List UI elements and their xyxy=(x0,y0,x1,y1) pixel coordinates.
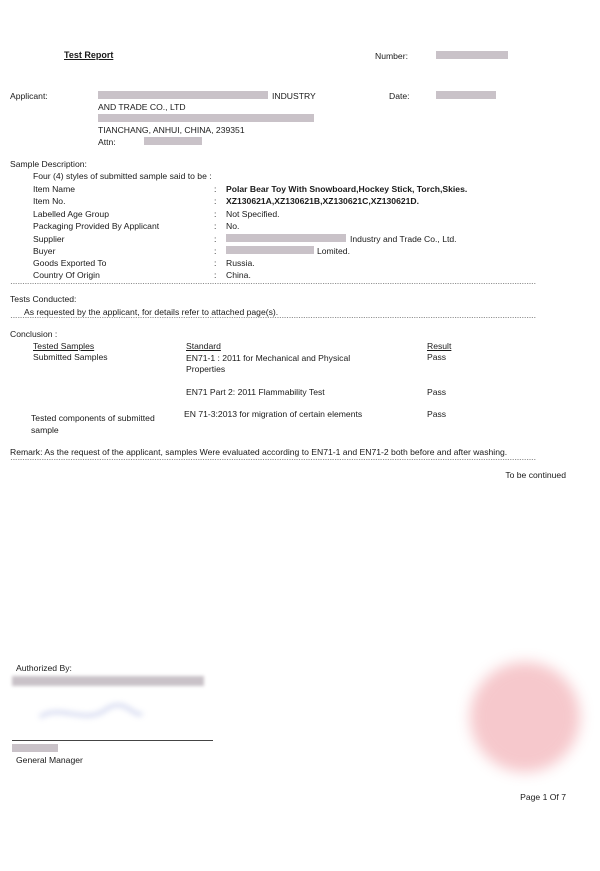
attn-redaction xyxy=(144,137,202,145)
field-label-exported-to: Goods Exported To xyxy=(33,258,107,268)
field-label-age-group: Labelled Age Group xyxy=(33,209,109,219)
field-colon: : xyxy=(214,184,217,194)
field-colon: : xyxy=(214,234,217,244)
field-value-packaging: No. xyxy=(226,221,240,231)
sample-description-label: Sample Description: xyxy=(10,159,87,169)
row-result: Pass xyxy=(427,352,447,362)
applicant-line1-suffix: INDUSTRY xyxy=(272,91,316,101)
separator-line: *************************************************************************************************************************************************************************************************************************** xyxy=(10,283,536,287)
attn-label: Attn: xyxy=(98,137,116,147)
field-value-origin: China. xyxy=(226,270,251,280)
separator-line: *************************************************************************************************************************************************************************************************************************** xyxy=(10,317,536,321)
field-colon: : xyxy=(214,258,217,268)
field-value-item-name: Polar Bear Toy With Snowboard,Hockey Stick, Torch,Skies. xyxy=(226,184,468,194)
page-number: Page 1 Of 7 xyxy=(520,792,566,802)
supplier-redaction xyxy=(226,234,346,242)
manager-name-redaction xyxy=(12,744,58,752)
applicant-label: Applicant: xyxy=(10,91,48,101)
header-result: Result xyxy=(427,341,452,351)
conclusion-label: Conclusion : xyxy=(10,329,58,339)
applicant-name-redaction xyxy=(98,91,268,99)
field-value-age-group: Not Specified. xyxy=(226,209,280,219)
date-redaction xyxy=(436,91,496,99)
applicant-line3: TIANCHANG, ANHUI, CHINA, 239351 xyxy=(98,125,245,135)
row-result: Pass xyxy=(427,387,447,397)
separator-line: *************************************************************************************************************************************************************************************************************************** xyxy=(10,459,536,463)
tests-conducted-label: Tests Conducted: xyxy=(10,294,77,304)
row-result: Pass xyxy=(427,409,447,419)
report-title: Test Report xyxy=(64,50,114,60)
field-colon: : xyxy=(214,196,217,206)
header-tested-samples: Tested Samples xyxy=(33,341,95,351)
field-value-supplier: Industry and Trade Co., Ltd. xyxy=(350,234,457,244)
applicant-address-redaction xyxy=(98,114,314,122)
field-label-buyer: Buyer xyxy=(33,246,56,256)
field-label-item-no: Item No. xyxy=(33,196,66,206)
to-be-continued: To be continued xyxy=(505,470,566,480)
buyer-redaction xyxy=(226,246,314,254)
field-value-buyer: Lomited. xyxy=(317,246,350,256)
company-stamp xyxy=(470,662,580,772)
field-colon: : xyxy=(214,246,217,256)
number-label: Number: xyxy=(375,51,408,61)
row-sample: Tested components of submitted sample xyxy=(31,413,155,435)
field-label-packaging: Packaging Provided By Applicant xyxy=(33,221,160,231)
field-colon: : xyxy=(214,209,217,219)
field-value-exported-to: Russia. xyxy=(226,258,255,268)
tests-conducted-text: As requested by the applicant, for details refer to attached page(s). xyxy=(24,307,279,317)
row-standard: EN71-1 : 2011 for Mechanical and Physical Properties xyxy=(186,353,351,374)
general-manager-title: General Manager xyxy=(16,755,83,765)
field-colon: : xyxy=(214,221,217,231)
header-standard: Standard xyxy=(186,341,221,351)
sample-intro: Four (4) styles of submitted sample said to be : xyxy=(33,171,212,181)
number-redaction xyxy=(436,51,508,59)
date-label: Date: xyxy=(389,91,410,101)
applicant-line2: AND TRADE CO., LTD xyxy=(98,102,186,112)
row-standard: EN 71-3:2013 for migration of certain elements xyxy=(184,409,363,419)
row-sample: Submitted Samples xyxy=(33,352,108,362)
field-label-origin: Country Of Origin xyxy=(33,270,100,280)
remark-text: Remark: As the request of the applicant, samples Were evaluated according to EN71-1 and EN71-2 both before and after washing. xyxy=(10,447,508,457)
authorizer-redaction xyxy=(12,676,204,686)
field-value-item-no: XZ130621A,XZ130621B,XZ130621C,XZ130621D. xyxy=(226,196,420,206)
handwritten-signature xyxy=(30,695,150,735)
signature-line xyxy=(12,740,213,741)
field-label-item-name: Item Name xyxy=(33,184,76,194)
field-label-supplier: Supplier xyxy=(33,234,65,244)
field-colon: : xyxy=(214,270,217,280)
authorized-by-label: Authorized By: xyxy=(16,663,72,673)
row-standard: EN71 Part 2: 2011 Flammability Test xyxy=(186,387,325,397)
